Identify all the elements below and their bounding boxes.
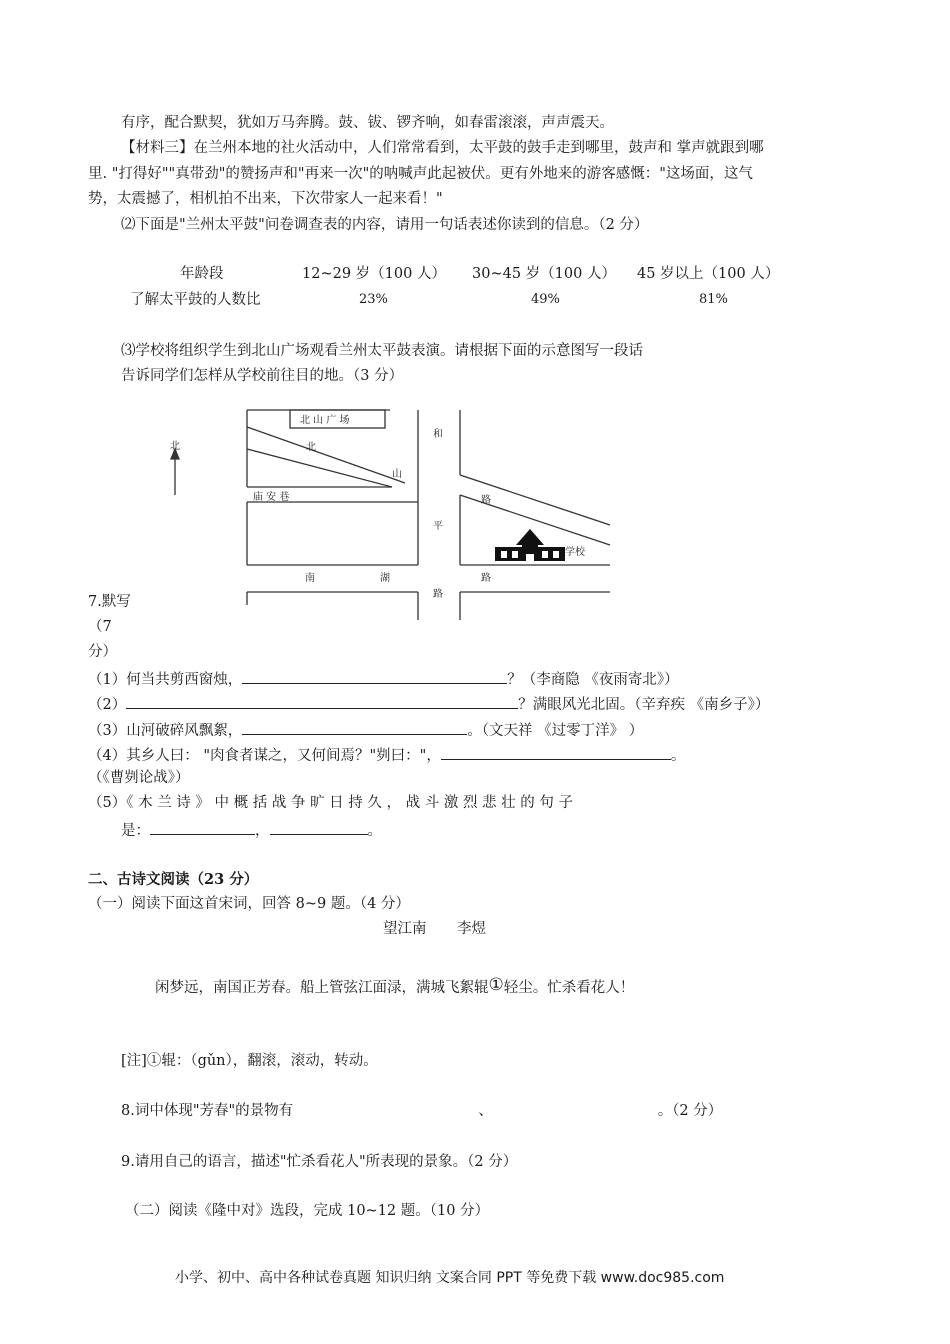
- page-footer: 小学、初中、高中各种试卷真题 知识归纳 文案合同 PPT 等免费下载 www.doc985.com: [175, 1270, 725, 1286]
- road-bei-label: 北: [306, 442, 316, 453]
- q7-item-2-pre: （2）: [88, 697, 127, 713]
- q8-pre: 8.词中体现"芳春"的景物有: [121, 1103, 294, 1119]
- q7-title: 7.默写: [88, 594, 131, 610]
- q7-item-2-post: ？满眼风光北固。（辛弃疾 《南乡子》）: [518, 697, 770, 713]
- material-line-2: 【材料三】在兰州本地的社火活动中，人们常常看到，太平鼓的鼓手走到哪里，鼓声和 掌声就跟到哪: [121, 140, 764, 156]
- q9: 9.请用自己的语言，描述"忙杀看花人"所表现的景象。（2 分）: [121, 1154, 518, 1170]
- route-map: [160, 405, 620, 620]
- section2-title: 二、古诗文阅读（23 分）: [88, 871, 259, 888]
- q2-row1-label: 年龄段: [180, 266, 224, 282]
- q3-line-2: 告诉同学们怎样从学校前往目的地。（3 分）: [121, 368, 404, 384]
- section2-sub2: （二）阅读《隆中对》选段，完成 10~12 题。（10 分）: [125, 1203, 490, 1219]
- q2-group-1: 12~29 岁（100 人）: [302, 266, 446, 282]
- q2-ratio-2: 49%: [531, 292, 560, 307]
- school-label: 学校: [565, 547, 585, 558]
- road-he-label: 和: [433, 429, 443, 440]
- q2-row2-label: 了解太平鼓的人数比: [130, 292, 261, 308]
- poem-text-post: 轻尘。忙杀看花人！: [503, 980, 635, 996]
- q7-item-1-post: ？（李商隐 《夜雨寄北》）: [507, 672, 679, 688]
- q7-item-5-line-1: （5）《 木 兰 诗 》 中 概 括 战 争 旷 日 持 久 ， 战 斗 激 烈 悲 壮 的 句 子: [88, 795, 573, 811]
- q7-item-4: [88, 745, 685, 765]
- q7-item-2: [88, 694, 769, 714]
- q7-item-3-blank[interactable]: [242, 720, 467, 735]
- q2-group-2: 30~45 岁（100 人）: [472, 266, 616, 282]
- road-lu-lower-label: 路: [433, 589, 443, 600]
- beishan-road-lower: [247, 449, 392, 487]
- poem-note: [注]①辊：（gǔn），翻滚，滚动，转动。: [121, 1053, 378, 1069]
- lane-label: 庙 安 巷: [253, 492, 290, 503]
- nanhu-lu-label: 路: [481, 573, 491, 584]
- q7-item-1: [88, 669, 679, 689]
- q8-sep: 、: [478, 1103, 493, 1119]
- material-line-3: 里. "打得好""真带劲"的赞扬声和"再来一次"的呐喊声此起被伏。更有外地来的游客感慨："这场面，这气: [88, 166, 753, 182]
- q7-item-5-mid: ，: [255, 823, 270, 839]
- q7-item-4-post: 。: [670, 748, 686, 764]
- q7-item-4-pre: （4）其乡人曰： "肉食者谋之，又何间焉？"刿曰："，: [88, 748, 441, 764]
- nanhu-nan-label: 南: [305, 573, 315, 584]
- poem-text-pre: 闲梦远，南国正芳春。船上管弦江面渌，满城飞絮辊: [155, 980, 489, 996]
- q7-item-3-post: 。（文天祥 《过零丁洋》 ）: [467, 723, 644, 739]
- poem-author: 李煜: [457, 921, 486, 937]
- q7-item-5-post: 。: [367, 823, 382, 839]
- q7-item-2-blank[interactable]: [126, 694, 518, 709]
- q3-line-1: ⑶学校将组织学生到北山广场观看兰州太平鼓表演。请根据下面的示意图写一段话: [121, 343, 643, 359]
- q2-ratio-1: 23%: [359, 292, 388, 307]
- school-icon: [495, 529, 565, 561]
- q7-score-close: 分）: [88, 644, 117, 660]
- q7-item-3-pre: （3）山河破碎风飘絮，: [88, 723, 243, 739]
- q8-post: 。（2 分）: [657, 1103, 723, 1119]
- q7-item-1-pre: （1）何当共剪西窗烛，: [88, 672, 243, 688]
- material-line-1: 有序，配合默契，犹如万马奔腾。鼓、钹、锣齐响，如春雷滚滚，声声震天。: [121, 115, 614, 131]
- q7-item-5-blank-1[interactable]: [150, 820, 255, 835]
- square-label: 北 山 广 场: [300, 415, 350, 426]
- road-ping-label: 平: [433, 521, 443, 532]
- poem-note-mark: ①: [488, 975, 504, 995]
- section2-sub1: （一）阅读下面这首宋词，回答 8~9 题。（4 分）: [88, 896, 410, 912]
- q7-score-open: （7: [88, 619, 112, 635]
- q7-item-5-pre: 是：: [121, 823, 150, 839]
- poem-title: 望江南: [383, 921, 427, 937]
- q7-item-1-blank[interactable]: [242, 669, 507, 684]
- nanhu-hu-label: 湖: [380, 573, 390, 584]
- north-label: 北: [170, 441, 180, 452]
- q2-group-3: 45 岁以上（100 人）: [637, 266, 780, 282]
- material-line-4: 势，太震撼了，相机拍不出来，下次带家人一起来看！": [88, 191, 443, 207]
- poem-text: [155, 975, 634, 997]
- q7-item-5-line-2: [121, 820, 382, 840]
- q2-prompt: ⑵下面是"兰州太平鼓"问卷调查表的内容，请用一句话表述你读到的信息。（2 分）: [121, 217, 649, 233]
- q7-item-5-blank-2[interactable]: [270, 820, 368, 835]
- q7-item-4-source: （《曹刿论战》）: [88, 770, 190, 786]
- road-shan-label: 山: [392, 469, 402, 480]
- q7-item-3: [88, 720, 643, 740]
- q7-item-4-blank[interactable]: [441, 745, 671, 760]
- road-lu-upper-label: 路: [481, 495, 491, 506]
- q8: [121, 1103, 722, 1120]
- q2-ratio-3: 81%: [699, 292, 728, 307]
